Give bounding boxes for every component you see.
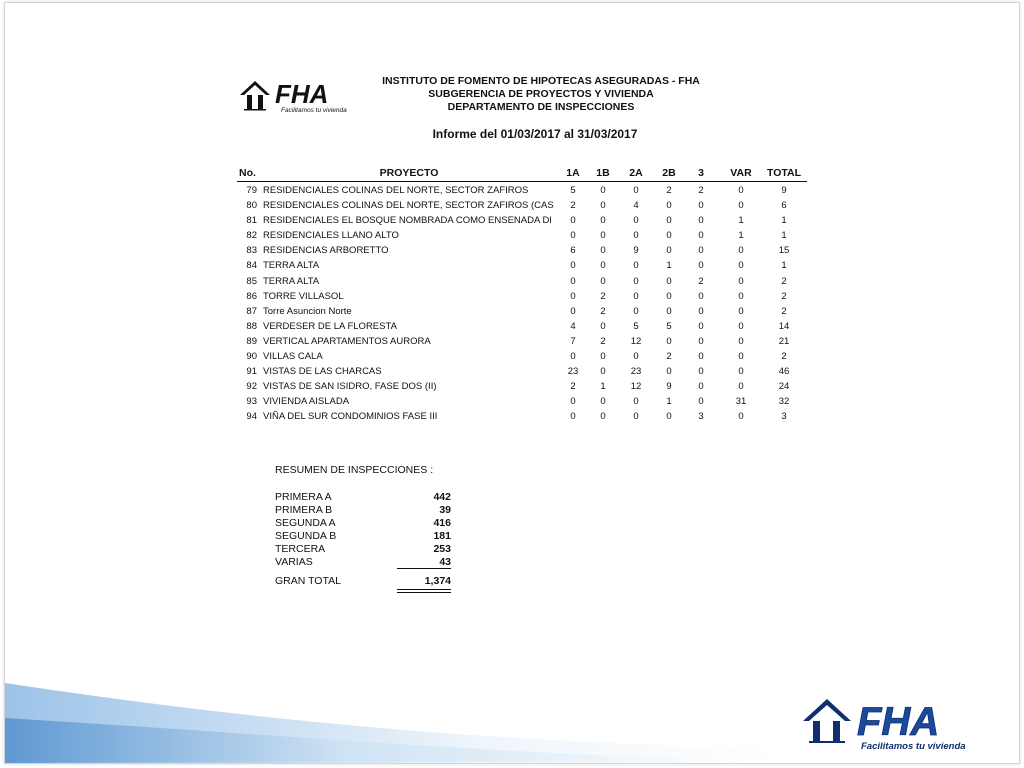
summary-title: RESUMEN DE INSPECCIONES : xyxy=(275,464,434,476)
cell-var: 1 xyxy=(738,230,744,242)
cell-total: 3 xyxy=(781,411,787,423)
cell-2a: 0 xyxy=(633,411,639,423)
table-header-row xyxy=(237,165,807,182)
cell-2b: 0 xyxy=(666,230,672,242)
cell-no: 93 xyxy=(246,396,257,408)
cell-2b: 0 xyxy=(666,335,672,347)
logo-wordmark: FHA xyxy=(275,79,329,109)
cell-total: 1 xyxy=(781,230,787,242)
cell-total: 2 xyxy=(781,290,787,302)
col-header-3: 3 xyxy=(698,167,704,179)
cell-var: 0 xyxy=(738,351,744,363)
cell-proyecto: VERTICAL APARTAMENTOS AURORA xyxy=(263,335,431,347)
cell-2a: 9 xyxy=(633,245,639,257)
cell-total: 46 xyxy=(778,366,790,378)
cell-no: 89 xyxy=(246,335,257,347)
cell-1a: 2 xyxy=(570,200,576,212)
cell-1a: 6 xyxy=(570,245,576,257)
cell-2a: 0 xyxy=(633,230,639,242)
cell-2b: 0 xyxy=(666,290,672,302)
summary-item xyxy=(275,517,453,530)
cell-2b: 0 xyxy=(666,305,672,317)
cell-3: 0 xyxy=(698,230,704,242)
cell-1b: 2 xyxy=(600,335,606,347)
cell-total: 24 xyxy=(778,381,790,393)
cell-1b: 0 xyxy=(600,411,606,423)
cell-1b: 0 xyxy=(600,366,606,378)
cell-1a: 0 xyxy=(570,305,576,317)
cell-2a: 0 xyxy=(633,396,639,408)
table-body xyxy=(237,182,807,424)
table-row xyxy=(237,348,807,363)
logo-tagline: Facilitamos tu vivienda xyxy=(281,107,347,114)
cell-total: 2 xyxy=(781,351,787,363)
cell-var: 0 xyxy=(738,200,744,212)
col-header-1b: 1B xyxy=(596,167,610,179)
cell-1a: 0 xyxy=(570,230,576,242)
cell-3: 0 xyxy=(698,305,704,317)
cell-no: 86 xyxy=(246,290,257,302)
cell-var: 0 xyxy=(738,245,744,257)
cell-1a: 7 xyxy=(570,335,576,347)
cell-2b: 0 xyxy=(666,200,672,212)
inspections-table xyxy=(237,165,807,424)
table-row xyxy=(237,212,807,227)
summary-item xyxy=(275,530,453,543)
cell-no: 94 xyxy=(246,411,257,423)
cell-1b: 0 xyxy=(600,351,606,363)
cell-total: 1 xyxy=(781,260,787,272)
summary-item xyxy=(275,491,453,504)
table-row xyxy=(237,303,807,318)
cell-var: 0 xyxy=(738,366,744,378)
grand-total-row xyxy=(275,575,453,589)
table-row xyxy=(237,242,807,257)
cell-1b: 0 xyxy=(600,230,606,242)
cell-proyecto: TORRE VILLASOL xyxy=(263,290,344,302)
cell-3: 0 xyxy=(698,215,704,227)
cell-1b: 0 xyxy=(600,320,606,332)
cell-1b: 0 xyxy=(600,260,606,272)
cell-1b: 2 xyxy=(600,290,606,302)
grand-total-value: 1,374 xyxy=(424,575,451,587)
cell-3: 0 xyxy=(698,335,704,347)
cell-total: 14 xyxy=(778,320,790,332)
cell-1a: 0 xyxy=(570,411,576,423)
cell-proyecto: RESIDENCIALES COLINAS DEL NORTE, SECTOR ZAFIROS (CAS xyxy=(263,200,554,212)
summary-item-label: PRIMERA A xyxy=(275,491,332,503)
cell-2a: 0 xyxy=(633,215,639,227)
report-date-range: Informe del 01/03/2017 al 31/03/2017 xyxy=(432,127,638,141)
col-header-proyecto: PROYECTO xyxy=(379,167,439,179)
cell-1a: 0 xyxy=(570,396,576,408)
cell-2b: 0 xyxy=(666,275,672,287)
cell-2b: 1 xyxy=(666,396,672,408)
footer-logo-wordmark: FHA xyxy=(857,700,940,744)
cell-3: 0 xyxy=(698,260,704,272)
cell-2b: 9 xyxy=(666,381,672,393)
cell-2b: 2 xyxy=(666,185,672,196)
summary-item xyxy=(275,543,453,556)
cell-var: 0 xyxy=(738,381,744,393)
cell-3: 0 xyxy=(698,200,704,212)
summary-item-label: VARIAS xyxy=(275,556,313,568)
summary-list xyxy=(275,491,453,569)
cell-1a: 0 xyxy=(570,290,576,302)
table-row xyxy=(237,393,807,408)
table-row xyxy=(237,408,807,423)
cell-2a: 4 xyxy=(633,200,639,212)
cell-1b: 0 xyxy=(600,200,606,212)
cell-no: 90 xyxy=(246,351,257,363)
cell-proyecto: VILLAS CALA xyxy=(263,351,323,363)
cell-3: 0 xyxy=(698,290,704,302)
fha-logo xyxy=(237,75,377,115)
cell-proyecto: VERDESER DE LA FLORESTA xyxy=(263,320,397,332)
cell-proyecto: VIVIENDA AISLADA xyxy=(263,396,350,408)
cell-2b: 0 xyxy=(666,245,672,257)
cell-1a: 2 xyxy=(570,381,576,393)
cell-1a: 23 xyxy=(567,366,579,378)
cell-2b: 0 xyxy=(666,366,672,378)
cell-1a: 4 xyxy=(570,320,576,332)
summary-item-value: 39 xyxy=(439,504,451,516)
cell-var: 0 xyxy=(738,185,744,196)
cell-2a: 12 xyxy=(630,381,642,393)
cell-3: 2 xyxy=(698,275,704,287)
cell-no: 88 xyxy=(246,320,257,332)
col-header-1a: 1A xyxy=(566,167,580,179)
cell-no: 82 xyxy=(246,230,257,242)
cell-var: 1 xyxy=(738,215,744,227)
cell-total: 6 xyxy=(781,200,787,212)
report-header xyxy=(371,75,711,114)
table-row xyxy=(237,363,807,378)
cell-total: 9 xyxy=(781,185,787,196)
cell-3: 3 xyxy=(698,411,704,423)
cell-2b: 0 xyxy=(666,215,672,227)
subdivision-name: SUBGERENCIA DE PROYECTOS Y VIVIENDA xyxy=(428,88,654,100)
summary-item xyxy=(275,504,453,517)
slide xyxy=(4,2,1020,764)
cell-total: 15 xyxy=(778,245,790,257)
table-row xyxy=(237,227,807,242)
cell-1b: 2 xyxy=(600,305,606,317)
col-header-2b: 2B xyxy=(662,167,676,179)
cell-no: 83 xyxy=(246,245,257,257)
cell-no: 79 xyxy=(246,185,257,196)
cell-total: 2 xyxy=(781,275,787,287)
fha-footer-logo xyxy=(801,693,1011,753)
summary-item-label: SEGUNDA B xyxy=(275,530,337,542)
cell-3: 0 xyxy=(698,320,704,332)
cell-3: 0 xyxy=(698,396,704,408)
cell-1b: 0 xyxy=(600,185,606,196)
house-icon xyxy=(240,81,270,111)
cell-2a: 0 xyxy=(633,351,639,363)
cell-2a: 0 xyxy=(633,275,639,287)
cell-2a: 5 xyxy=(633,320,639,332)
cell-no: 81 xyxy=(246,215,257,227)
footer-house-icon xyxy=(803,699,851,743)
cell-var: 0 xyxy=(738,335,744,347)
cell-var: 0 xyxy=(738,305,744,317)
summary-item-value: 253 xyxy=(433,543,451,555)
cell-proyecto: TERRA ALTA xyxy=(263,260,320,272)
cell-no: 85 xyxy=(246,275,257,287)
cell-var: 0 xyxy=(738,320,744,332)
cell-2a: 0 xyxy=(633,305,639,317)
cell-2a: 0 xyxy=(633,185,639,196)
col-header-var: VAR xyxy=(730,167,752,179)
cell-no: 87 xyxy=(246,305,257,317)
cell-1b: 0 xyxy=(600,215,606,227)
summary-item-value: 416 xyxy=(433,517,451,529)
cell-no: 80 xyxy=(246,200,257,212)
cell-proyecto: RESIDENCIALES EL BOSQUE NOMBRADA COMO ENSENADA DI xyxy=(263,215,552,227)
summary-item-value: 181 xyxy=(433,530,451,542)
cell-proyecto: TERRA ALTA xyxy=(263,275,320,287)
cell-2b: 5 xyxy=(666,320,672,332)
table-row xyxy=(237,182,807,197)
cell-no: 92 xyxy=(246,381,257,393)
table-row xyxy=(237,257,807,272)
table-row xyxy=(237,288,807,303)
cell-proyecto: VISTAS DE SAN ISIDRO, FASE DOS (II) xyxy=(263,381,437,393)
cell-proyecto: RESIDENCIALES COLINAS DEL NORTE, SECTOR ZAFIROS xyxy=(263,185,529,196)
cell-2b: 1 xyxy=(666,260,672,272)
institution-name: INSTITUTO DE FOMENTO DE HIPOTECAS ASEGURADAS - FHA xyxy=(382,75,700,87)
cell-1a: 0 xyxy=(570,351,576,363)
cell-2a: 23 xyxy=(630,366,642,378)
table-row xyxy=(237,273,807,288)
department-name: DEPARTAMENTO DE INSPECCIONES xyxy=(447,101,635,113)
cell-var: 31 xyxy=(735,396,747,408)
col-header-no: No. xyxy=(239,167,256,179)
cell-total: 21 xyxy=(778,335,790,347)
cell-proyecto: RESIDENCIAS ARBORETTO xyxy=(263,245,389,257)
cell-1b: 0 xyxy=(600,245,606,257)
cell-3: 0 xyxy=(698,366,704,378)
cell-1b: 0 xyxy=(600,396,606,408)
cell-3: 0 xyxy=(698,351,704,363)
col-header-total: TOTAL xyxy=(766,167,802,179)
table-row xyxy=(237,378,807,393)
cell-var: 0 xyxy=(738,290,744,302)
cell-total: 1 xyxy=(781,215,787,227)
cell-total: 2 xyxy=(781,305,787,317)
cell-proyecto: VISTAS DE LAS CHARCAS xyxy=(263,366,382,378)
cell-2b: 2 xyxy=(666,351,672,363)
cell-total: 32 xyxy=(778,396,790,408)
footer-logo-tagline: Facilitamos tu vivienda xyxy=(861,741,966,752)
summary-item-label: PRIMERA B xyxy=(275,504,333,516)
cell-2a: 0 xyxy=(633,260,639,272)
summary-item-label: SEGUNDA A xyxy=(275,517,336,529)
cell-1a: 5 xyxy=(570,185,576,196)
cell-2b: 0 xyxy=(666,411,672,423)
cell-3: 0 xyxy=(698,245,704,257)
cell-var: 0 xyxy=(738,275,744,287)
summary-item-value: 442 xyxy=(433,491,451,503)
cell-proyecto: VIÑA DEL SUR CONDOMINIOS FASE III xyxy=(263,411,438,423)
grand-total-label: GRAN TOTAL xyxy=(275,575,341,587)
summary-item-label: TERCERA xyxy=(275,543,326,555)
table-row xyxy=(237,318,807,333)
cell-proyecto: RESIDENCIALES LLANO ALTO xyxy=(263,230,399,242)
cell-2a: 0 xyxy=(633,290,639,302)
cell-var: 0 xyxy=(738,411,744,423)
col-header-2a: 2A xyxy=(629,167,643,179)
summary-item-value: 43 xyxy=(439,556,451,568)
cell-proyecto: Torre Asuncion Norte xyxy=(263,305,352,317)
table-row xyxy=(237,197,807,212)
summary-underline xyxy=(397,568,451,569)
cell-3: 0 xyxy=(698,381,704,393)
cell-2a: 12 xyxy=(630,335,642,347)
cell-no: 91 xyxy=(246,366,257,378)
cell-1b: 0 xyxy=(600,275,606,287)
grand-total-double-underline xyxy=(397,589,451,593)
cell-1a: 0 xyxy=(570,260,576,272)
cell-var: 0 xyxy=(738,260,744,272)
cell-1a: 0 xyxy=(570,215,576,227)
cell-3: 2 xyxy=(698,185,704,196)
cell-1a: 0 xyxy=(570,275,576,287)
cell-1b: 1 xyxy=(600,381,606,393)
table-row xyxy=(237,333,807,348)
cell-no: 84 xyxy=(246,260,257,272)
